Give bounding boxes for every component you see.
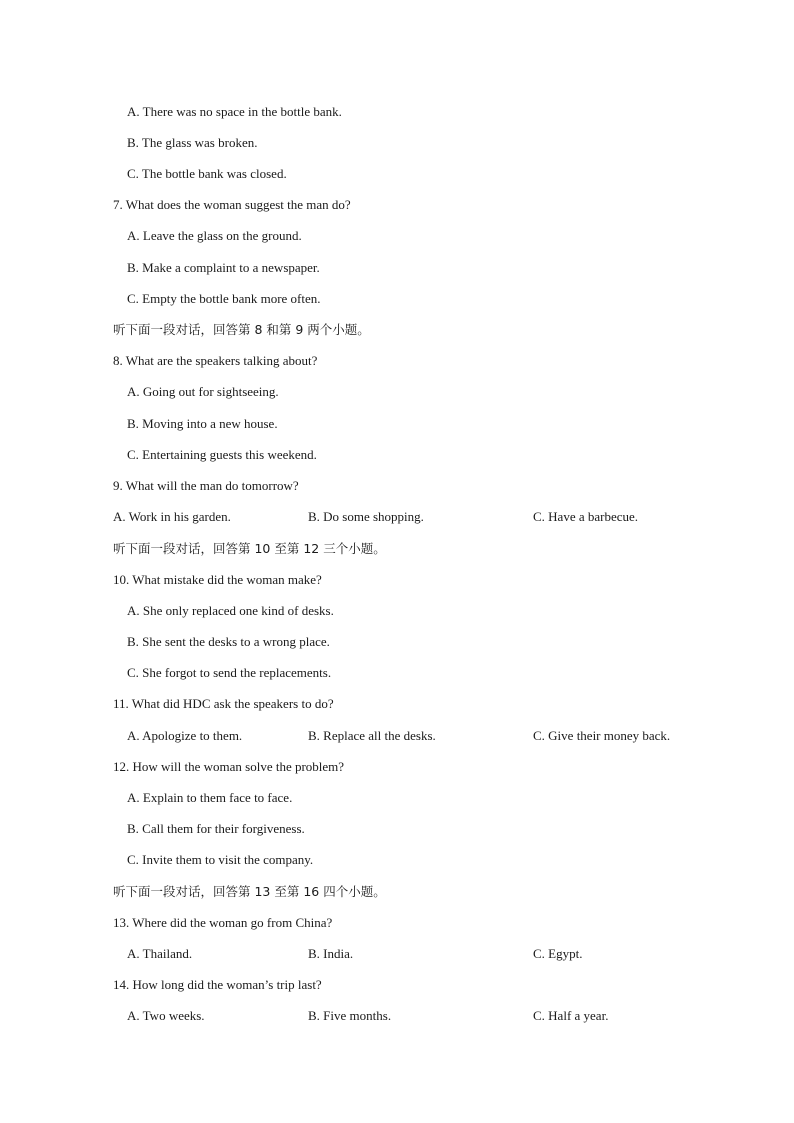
q9-option-a: A. Work in his garden. bbox=[113, 509, 231, 524]
q6-option-b: B. The glass was broken. bbox=[127, 135, 258, 150]
q8-option-a: A. Going out for sightseeing. bbox=[127, 384, 279, 399]
q8-option-c: C. Entertaining guests this weekend. bbox=[127, 447, 317, 462]
q7-option-b: B. Make a complaint to a newspaper. bbox=[127, 260, 320, 275]
q11-option-a: A. Apologize to them. bbox=[127, 728, 243, 743]
section-instruction-13-16: 听下面一段对话，回答第 13 至第 16 四个小题。 bbox=[113, 884, 386, 899]
q12-option-b: B. Call them for their forgiveness. bbox=[127, 821, 305, 836]
q13-option-b: B. India. bbox=[308, 946, 354, 961]
q11-option-c: C. Give their money back. bbox=[533, 728, 671, 743]
q7-option-a: A. Leave the glass on the ground. bbox=[127, 228, 302, 243]
q13-option-c: C. Egypt. bbox=[533, 946, 583, 961]
q6-option-a: A. There was no space in the bottle bank. bbox=[127, 104, 342, 119]
q7-question: 7. What does the woman suggest the man do? bbox=[113, 197, 351, 212]
q12-question: 12. How will the woman solve the problem? bbox=[113, 759, 345, 774]
q12-option-a: A. Explain to them face to face. bbox=[127, 790, 293, 805]
q14-option-c: C. Half a year. bbox=[533, 1008, 609, 1023]
q9-option-c: C. Have a barbecue. bbox=[533, 509, 639, 524]
q9-option-b: B. Do some shopping. bbox=[308, 509, 424, 524]
q11-option-b: B. Replace all the desks. bbox=[308, 728, 436, 743]
q6-option-c: C. The bottle bank was closed. bbox=[127, 166, 287, 181]
q10-option-a: A. She only replaced one kind of desks. bbox=[127, 603, 334, 618]
section-instruction-8-9: 听下面一段对话，回答第 8 和第 9 两个小题。 bbox=[113, 322, 370, 337]
q9-question: 9. What will the man do tomorrow? bbox=[113, 478, 299, 493]
q8-option-b: B. Moving into a new house. bbox=[127, 416, 278, 431]
q12-option-c: C. Invite them to visit the company. bbox=[127, 852, 314, 867]
q14-question: 14. How long did the woman’s trip last? bbox=[113, 977, 322, 992]
q7-option-c: C. Empty the bottle bank more often. bbox=[127, 291, 321, 306]
q10-option-b: B. She sent the desks to a wrong place. bbox=[127, 634, 330, 649]
q14-option-a: A. Two weeks. bbox=[127, 1008, 205, 1023]
q13-question: 13. Where did the woman go from China? bbox=[113, 915, 333, 930]
q14-option-b: B. Five months. bbox=[308, 1008, 392, 1023]
q11-question: 11. What did HDC ask the speakers to do? bbox=[113, 696, 334, 711]
q10-question: 10. What mistake did the woman make? bbox=[113, 572, 322, 587]
section-instruction-10-12: 听下面一段对话，回答第 10 至第 12 三个小题。 bbox=[113, 541, 386, 556]
q8-question: 8. What are the speakers talking about? bbox=[113, 353, 318, 368]
q13-option-a: A. Thailand. bbox=[127, 946, 193, 961]
q10-option-c: C. She forgot to send the replacements. bbox=[127, 665, 332, 680]
